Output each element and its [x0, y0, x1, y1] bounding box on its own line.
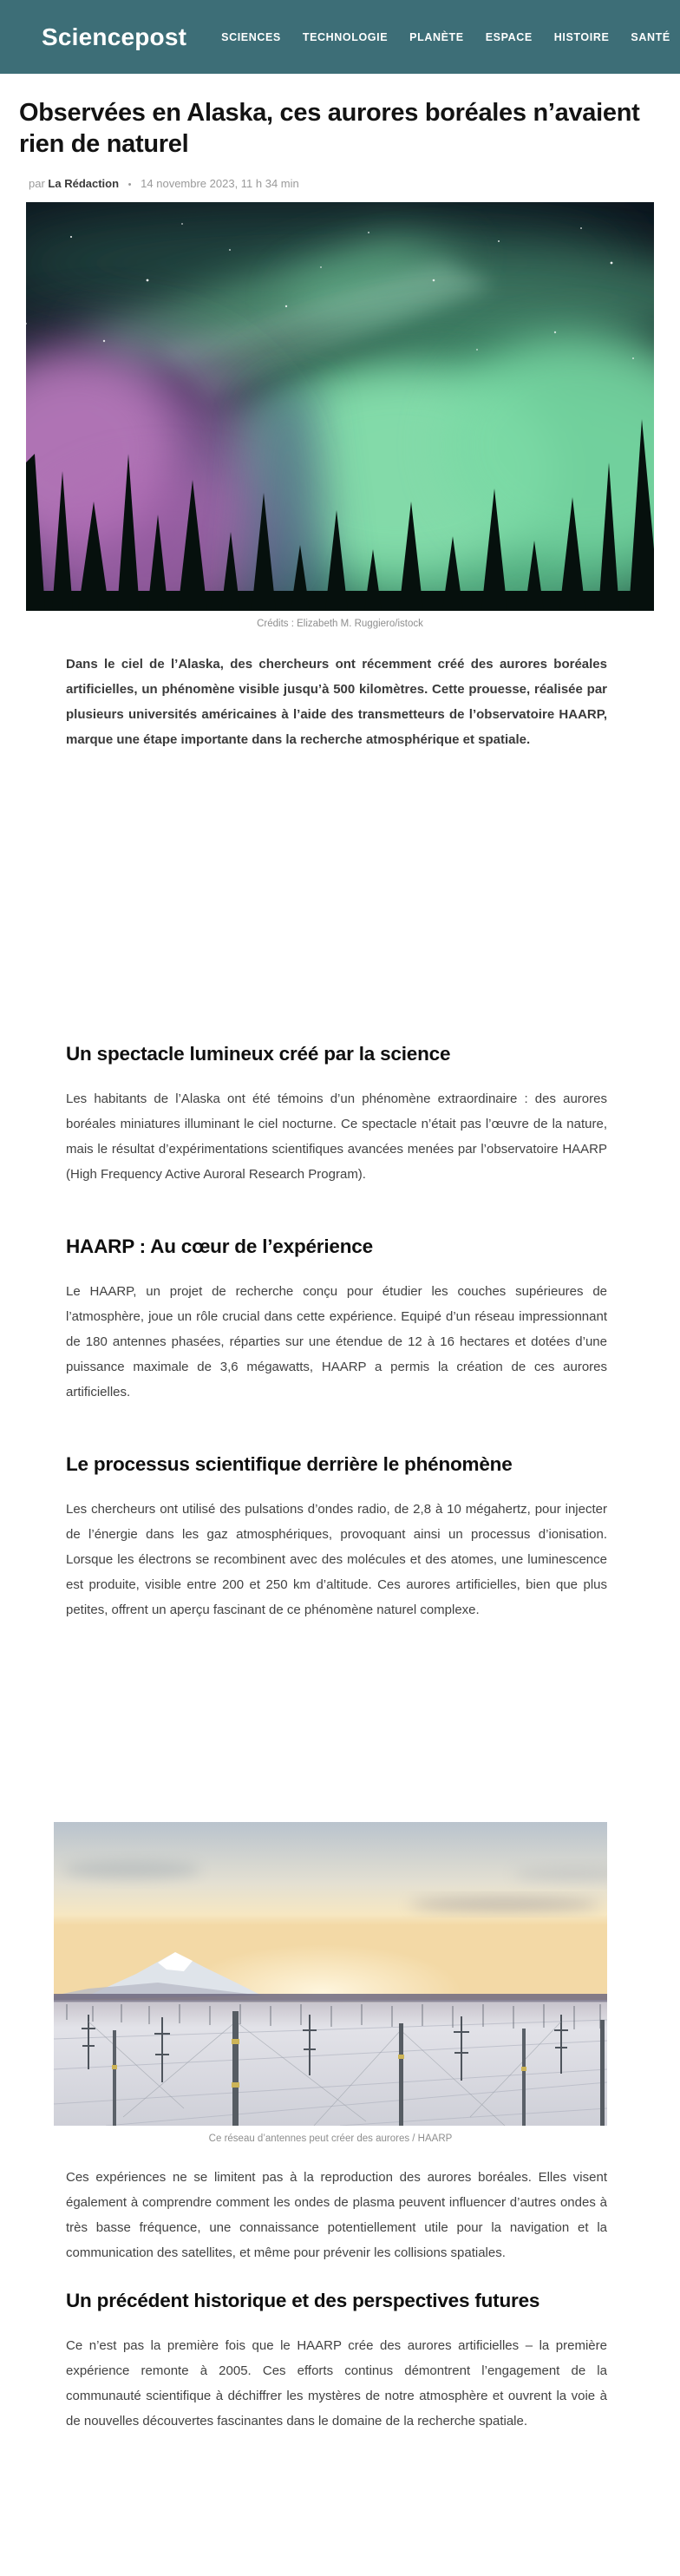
ad-slot-empty [0, 752, 680, 1043]
article [0, 97, 680, 2451]
section-heading-processus: Le processus scientifique derrière le phénomène [66, 1453, 513, 1475]
section-heading-spectacle: Un spectacle lumineux créé par la science [66, 1043, 451, 1065]
nav-item-technologie[interactable]: TECHNOLOGIE [302, 30, 389, 43]
publish-date: 14 novembre 2023, 11 h 34 min [141, 177, 299, 190]
page-title: Observées en Alaska, ces aurores boréales n’avaient rien de naturel [19, 99, 640, 158]
aurora-borealis-photo [26, 202, 654, 611]
section-paragraph-haarp: Le HAARP, un projet de recherche conçu pour étudier les couches supérieures de l’atmosphère, joue un rôle crucial dans cette expérience. Equipé d’un réseau impressionnant de 180 antennes phasées, réparties sur une étendue de 12 à 16 hectares et dotées d’une puissance maximale de 3,6 mégawatts, HAARP a permis la création de ces aurores artificielles. [66, 1284, 607, 1399]
byline-separator: • [128, 180, 132, 190]
antenna-caption: Ce réseau d’antennes peut créer des aurores / HAARP [208, 2134, 453, 2144]
site-logo[interactable]: Sciencepost [42, 23, 187, 50]
byline-prefix: par [29, 177, 45, 190]
paragraph-experiences: Ces expériences ne se limitent pas à la reproduction des aurores boréales. Elles visent également à comprendre comment les ondes de plasma peuvent influencer d’autres ondes à très basse fréquence, une connaissance potentiellement utile pour la navigation et la communication des satellites, et même pour prévenir les collisions spatiales. [66, 2170, 607, 2260]
main-nav [221, 31, 680, 43]
nav-item-sciences[interactable]: SCIENCES [221, 30, 281, 43]
section-paragraph-processus: Les chercheurs ont utilisé des pulsations d’ondes radio, de 2,8 à 10 mégahertz, pour injecter de l’énergie dans les gaz atmosphériques, provoquant ainsi un processus d’ionisation. Lorsque les électrons se recombinent avec des molécules et des atomes, une luminescence est produite, visible entre 200 et 250 km d’altitude. Ces aurores artificielles, bien que plus petites, offrent un aperçu fascinant de ce phénomène naturel complexe. [66, 1502, 607, 1617]
section-heading-haarp: HAARP : Au cœur de l’expérience [66, 1236, 373, 1257]
entry-content-bottom [66, 2165, 607, 2434]
antenna-figure [54, 1822, 607, 2144]
ad-slot-empty-2 [0, 1622, 680, 1822]
nav-item-sante[interactable]: SANTÉ [631, 30, 670, 43]
intro-paragraph: Dans le ciel de l’Alaska, des chercheurs ont récemment créé des aurores boréales artificielles, un phénomène visible jusqu’à 500 kilomètres. Cette prouesse, réalisée par plusieurs universités américaines à l’aide des transmetteurs de l’observatoire HAARP, marque une étape importante dans la recherche atmosphérique et spatiale. [66, 657, 607, 747]
hero-figure [26, 202, 654, 629]
nav-item-planete[interactable]: PLANÈTE [409, 30, 464, 43]
entry-content [66, 1043, 607, 1622]
page-bottom-spacer [0, 2434, 680, 2451]
byline [29, 177, 680, 190]
nav-item-histoire[interactable]: HISTOIRE [553, 30, 610, 43]
section-paragraph-precedent: Ce n’est pas la première fois que le HAARP crée des aurores artificielles – la première expérience remonte à 2005. Ces efforts continus démontrent l’engagement de la communauté scientifique à déchiffrer les mystères de notre atmosphère et ouvrent la voie à de nouvelles découvertes fascinantes dans le domaine de la recherche spatiale. [66, 2338, 607, 2429]
haarp-antenna-array-photo [54, 1822, 607, 2126]
nav-item-espace[interactable]: ESPACE [485, 30, 533, 43]
section-paragraph-spectacle: Les habitants de l’Alaska ont été témoins d’un phénomène extraordinaire : des aurores boréales miniatures illuminant le ciel nocturne. Ce spectacle n’était pas l’œuvre de la nature, mais le résultat d’expérimentations scientifiques avancées menées par l’observatoire HAARP (High Frequency Active Auroral Research Program). [66, 1091, 607, 1182]
site-header [0, 0, 680, 74]
author-link[interactable]: La Rédaction [48, 177, 120, 190]
section-heading-precedent: Un précédent historique et des perspectives futures [66, 2290, 540, 2311]
hero-caption: Crédits : Elizabeth M. Ruggiero/istock [257, 619, 423, 629]
